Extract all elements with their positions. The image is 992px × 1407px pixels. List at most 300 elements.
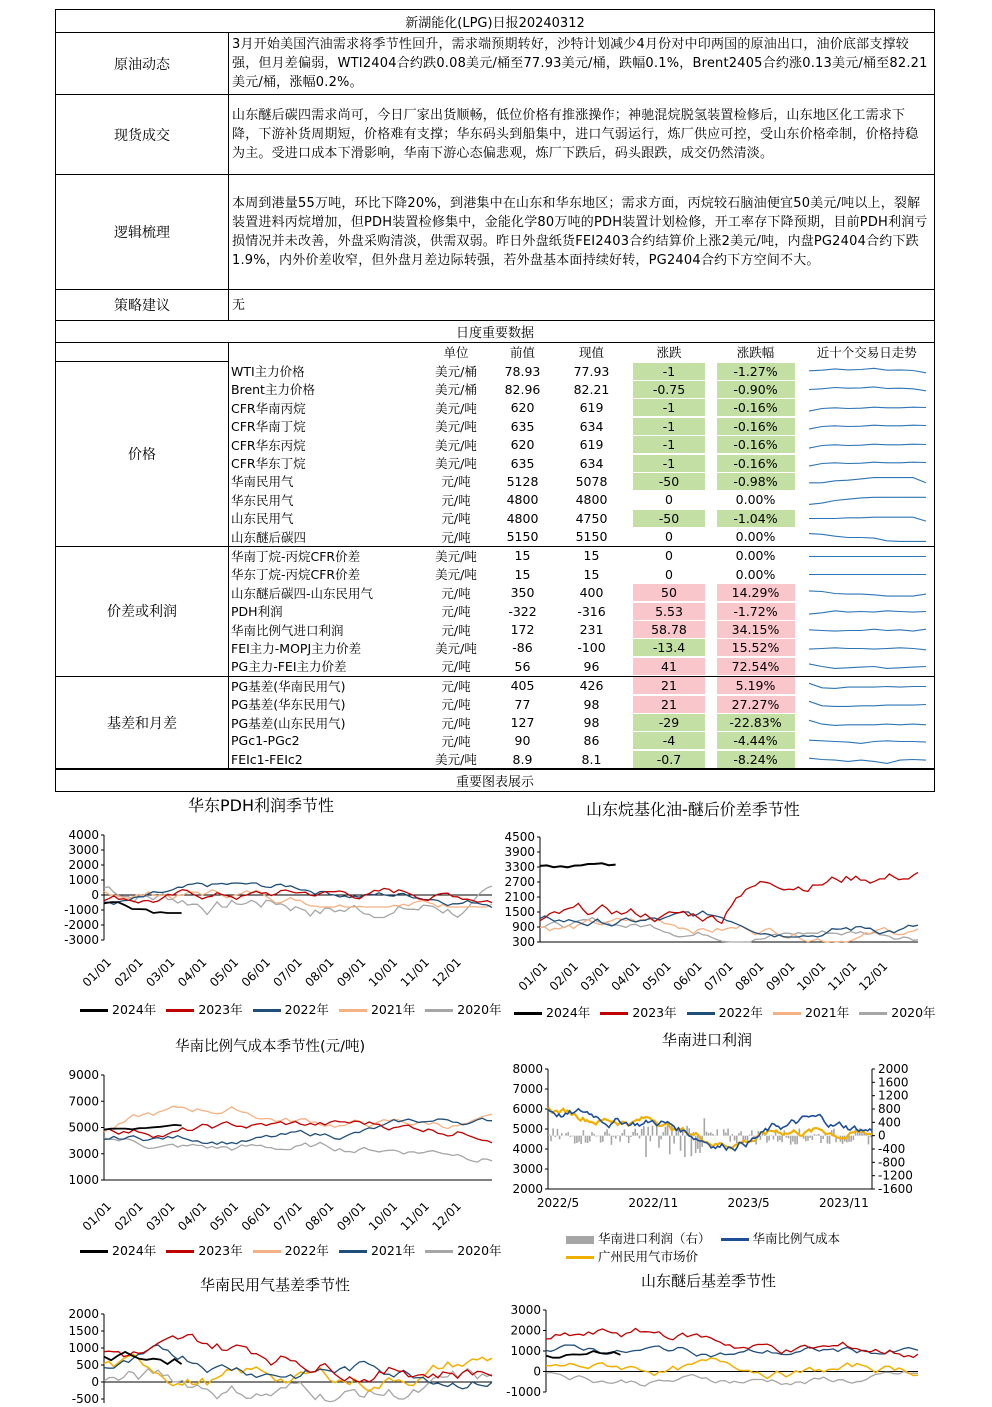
profit-bar bbox=[647, 1127, 649, 1136]
x-tick-label: 05/01 bbox=[640, 959, 674, 993]
row-unit: 美元/吨 bbox=[424, 417, 489, 435]
row-change: -50 bbox=[633, 510, 705, 527]
row-change: -1 bbox=[633, 436, 705, 453]
profit-bar bbox=[868, 1136, 870, 1145]
profit-bar bbox=[794, 1136, 796, 1145]
sparkline-path bbox=[809, 444, 926, 448]
profit-bar bbox=[600, 1136, 602, 1143]
x-tick-label: 02/01 bbox=[112, 1199, 146, 1233]
sparkline-path bbox=[809, 591, 926, 596]
profit-bar bbox=[570, 1136, 572, 1137]
row-change: 0 bbox=[633, 528, 705, 545]
x-tick-label: 01/01 bbox=[80, 955, 114, 989]
series-line bbox=[540, 872, 918, 923]
x-tick-label: 06/01 bbox=[239, 955, 273, 989]
series-line bbox=[104, 1138, 492, 1163]
header-prev: 前值 bbox=[489, 343, 557, 362]
row-prev: 56 bbox=[489, 657, 557, 676]
profit-bar bbox=[792, 1136, 794, 1142]
x-tick-label: 07/01 bbox=[271, 955, 305, 989]
row-pct-change: 15.52% bbox=[717, 639, 795, 656]
y2-tick-label: 2000 bbox=[878, 1062, 909, 1076]
profit-bar bbox=[807, 1136, 809, 1141]
x-tick-label: 12/01 bbox=[430, 955, 464, 989]
profit-bar bbox=[608, 1134, 610, 1136]
x-tick-label: 2023/11 bbox=[819, 1196, 869, 1210]
profit-bar bbox=[626, 1136, 628, 1137]
profit-bar bbox=[658, 1136, 660, 1148]
profit-bar bbox=[615, 1136, 617, 1139]
row-change: 50 bbox=[633, 584, 705, 601]
row-prev: 82.96 bbox=[489, 380, 557, 398]
legend-label: 2024年 bbox=[112, 1002, 156, 1017]
y-tick-label: 3000 bbox=[510, 1303, 541, 1317]
profit-bar bbox=[572, 1136, 574, 1137]
header-trend: 近十个交易日走势 bbox=[800, 343, 935, 362]
x-tick-label: 02/01 bbox=[112, 955, 146, 989]
row-pct-change: -0.98% bbox=[717, 473, 795, 490]
row-unit: 美元/吨 bbox=[424, 639, 489, 657]
row-unit: 美元/吨 bbox=[424, 399, 489, 417]
section-text-strategy: 无 bbox=[229, 290, 935, 321]
profit-bar bbox=[652, 1126, 654, 1136]
row-change: 0 bbox=[633, 566, 705, 583]
chart-alkylate-spread bbox=[496, 785, 992, 1025]
trend-sparkline bbox=[805, 715, 929, 731]
row-prev: 127 bbox=[489, 713, 557, 731]
row-pct-change: 34.15% bbox=[717, 621, 795, 638]
profit-bar bbox=[796, 1136, 798, 1145]
profit-bar bbox=[684, 1136, 686, 1157]
profit-bar bbox=[850, 1136, 852, 1142]
profit-bar bbox=[574, 1136, 576, 1144]
sparkline-path bbox=[809, 533, 926, 541]
chart-svg bbox=[496, 785, 992, 1025]
profit-bar bbox=[548, 1134, 550, 1136]
section-text-spot: 山东醚后碳四需求尚可，今日厂家出货顺畅，低位价格有推涨操作；神驰混烷脱氢装置检修后，山东地区化工需求下降，下游补货周期短，价格难有支撑；华东码头到船集中，进口气弱运行，炼厂供应可控，受山东价格牵制，价格持稳为主。受进口成本下滑影响，华南下游心态偏悲观，炼厂下跌后，码头跟跌，成交仍然清淡。 bbox=[229, 95, 935, 175]
series-line bbox=[540, 863, 616, 867]
profit-bar bbox=[729, 1136, 731, 1142]
x-tick-label: 11/01 bbox=[825, 959, 859, 993]
charts-section-title: 重要图表展示 bbox=[56, 770, 935, 792]
profit-bar bbox=[578, 1136, 580, 1142]
x-tick-label: 01/01 bbox=[80, 1199, 114, 1233]
x-tick-label: 02/01 bbox=[547, 959, 581, 993]
row-unit: 元/吨 bbox=[424, 472, 489, 490]
row-pct-change: 0.00% bbox=[717, 547, 795, 564]
legend-swatch bbox=[514, 1012, 542, 1015]
row-name: 山东醚后碳四-山东民用气 bbox=[229, 584, 424, 602]
row-name: PG主力-FEI主力价差 bbox=[229, 657, 424, 676]
row-pct-change: -1.27% bbox=[717, 363, 795, 380]
legend-swatch bbox=[721, 1238, 749, 1241]
chart-sd-basis bbox=[496, 1270, 992, 1403]
sparkline-path bbox=[809, 478, 926, 483]
sparkline-path bbox=[809, 648, 926, 650]
row-prev: 5150 bbox=[489, 527, 557, 546]
series-line bbox=[548, 1108, 872, 1149]
profit-bar bbox=[710, 1132, 712, 1135]
x-tick-label: 10/01 bbox=[794, 959, 828, 993]
row-curr: 231 bbox=[557, 620, 627, 638]
row-curr: 15 bbox=[557, 546, 627, 565]
y-tick-label: 3000 bbox=[68, 1147, 99, 1161]
legend-swatch bbox=[687, 1012, 715, 1015]
profit-bar bbox=[740, 1131, 742, 1135]
y-tick-label: 4000 bbox=[512, 1142, 543, 1156]
section-text-logic: 本周到港量55万吨，环比下降20%，到港集中在山东和华东地区；需求方面，丙烷较石脑油便宜50美元/吨以上，裂解装置进料丙烷增加，但PDH装置检修集中，金能化学80万吨的PDH装置计划检修，开工率存下降预期，目前PDH利润亏损情况并未改善，外盘采购清淡，供需双弱。昨日外盘纸货FEI2403合约结算价上涨2美元/吨，内盘PG2404合约下跌1.9%，内外价差收窄，但外盘月差边际转强，若外盘基本面持续好转，PG2404合约下方空间不大。 bbox=[229, 175, 935, 290]
series-line bbox=[104, 1106, 492, 1132]
profit-bar bbox=[706, 1132, 708, 1136]
profit-bar bbox=[736, 1136, 738, 1143]
legend-label: 2022年 bbox=[285, 1243, 329, 1258]
profit-bar bbox=[598, 1136, 600, 1137]
x-tick-label: 10/01 bbox=[366, 1199, 400, 1233]
profit-bar bbox=[557, 1129, 559, 1136]
profit-bar bbox=[766, 1136, 768, 1143]
row-prev: 620 bbox=[489, 399, 557, 417]
profit-bar bbox=[589, 1136, 591, 1142]
row-change: -0.75 bbox=[633, 381, 705, 398]
y-tick-label: 1000 bbox=[68, 1173, 99, 1187]
x-tick-label: 04/01 bbox=[609, 959, 643, 993]
row-prev: 405 bbox=[489, 676, 557, 695]
profit-bar bbox=[870, 1136, 872, 1137]
y-tick-label: -2000 bbox=[64, 918, 99, 932]
row-curr: 82.21 bbox=[557, 380, 627, 398]
row-change: -1 bbox=[633, 455, 705, 472]
profit-bar bbox=[788, 1136, 790, 1139]
legend-item bbox=[566, 1247, 698, 1265]
legend-swatch bbox=[339, 1009, 367, 1012]
profit-bar bbox=[591, 1132, 593, 1136]
row-pct-change: -8.24% bbox=[717, 751, 795, 768]
profit-bar bbox=[565, 1133, 567, 1135]
row-unit: 美元/吨 bbox=[424, 565, 489, 583]
y-tick-label: 0 bbox=[533, 1365, 541, 1379]
section-label-strategy: 策略建议 bbox=[56, 290, 229, 321]
profit-bar bbox=[809, 1136, 811, 1138]
row-change: -50 bbox=[633, 473, 705, 490]
legend-label: 2021年 bbox=[371, 1243, 415, 1258]
row-unit: 元/吨 bbox=[424, 584, 489, 602]
profit-bar bbox=[827, 1136, 829, 1144]
chart-title: 山东醚后基差季节性 bbox=[641, 1270, 776, 1291]
row-curr: 619 bbox=[557, 435, 627, 453]
row-unit: 元/吨 bbox=[424, 527, 489, 546]
profit-bar bbox=[820, 1136, 822, 1143]
x-tick-label: 01/01 bbox=[516, 959, 550, 993]
legend-swatch bbox=[859, 1012, 887, 1015]
profit-bar bbox=[639, 1136, 641, 1139]
profit-bar bbox=[583, 1130, 585, 1136]
chart-sc-ratio-cost bbox=[0, 1025, 496, 1265]
daily-data-table bbox=[55, 343, 935, 769]
profit-bar bbox=[822, 1136, 824, 1139]
row-unit: 元/吨 bbox=[424, 602, 489, 620]
legend-swatch bbox=[253, 1250, 281, 1253]
profit-bar bbox=[814, 1134, 816, 1135]
chart-legend bbox=[80, 1241, 512, 1259]
row-name: 华南丁烷-丙烷CFR价差 bbox=[229, 546, 424, 565]
row-name: PGc1-PGc2 bbox=[229, 732, 424, 750]
row-change: -13.4 bbox=[633, 639, 705, 656]
y-tick-label: 1000 bbox=[510, 1344, 541, 1358]
chart-title: 华东PDH利润季节性 bbox=[188, 793, 334, 816]
profit-bar bbox=[552, 1128, 554, 1135]
y2-tick-label: 800 bbox=[878, 1102, 901, 1116]
daily-data-title: 日度重要数据 bbox=[56, 321, 935, 343]
y-tick-label: 5000 bbox=[512, 1122, 543, 1136]
legend-label: 2021年 bbox=[805, 1005, 849, 1020]
x-tick-label: 04/01 bbox=[175, 955, 209, 989]
profit-bar bbox=[712, 1134, 714, 1136]
legend-item bbox=[566, 1229, 711, 1247]
y-tick-label: 1500 bbox=[68, 1324, 99, 1338]
profit-bar bbox=[604, 1132, 606, 1136]
row-pct-change: 5.19% bbox=[717, 677, 795, 694]
y-tick-label: 7000 bbox=[68, 1094, 99, 1108]
row-unit: 元/吨 bbox=[424, 695, 489, 713]
profit-bar bbox=[665, 1127, 667, 1136]
row-prev: 350 bbox=[489, 584, 557, 602]
row-change: -4 bbox=[633, 732, 705, 749]
profit-bar bbox=[790, 1136, 792, 1145]
y2-tick-label: 1600 bbox=[878, 1075, 909, 1089]
legend-item bbox=[166, 1241, 242, 1259]
trend-sparkline bbox=[805, 418, 929, 434]
x-tick-label: 09/01 bbox=[334, 1199, 368, 1233]
row-name: CFR华南丙烷 bbox=[229, 399, 424, 417]
sparkline-path bbox=[809, 425, 926, 429]
profit-bar bbox=[630, 1136, 632, 1137]
y-tick-label: 8000 bbox=[512, 1062, 543, 1076]
legend-label: 2024年 bbox=[546, 1005, 590, 1020]
row-curr: 4800 bbox=[557, 491, 627, 509]
legend-swatch bbox=[425, 1250, 453, 1253]
chart-sc-basis bbox=[0, 1270, 496, 1403]
profit-bar bbox=[643, 1126, 645, 1136]
legend-label: 2020年 bbox=[457, 1243, 501, 1258]
legend-label: 华南比例气成本 bbox=[753, 1231, 841, 1246]
profit-bar bbox=[786, 1136, 788, 1138]
trend-sparkline bbox=[805, 437, 929, 453]
legend-label: 2022年 bbox=[719, 1005, 763, 1020]
sparkline-path bbox=[809, 701, 926, 706]
legend-item bbox=[80, 1241, 156, 1259]
x-tick-label: 08/01 bbox=[302, 1199, 336, 1233]
legend-label: 广州民用气市场价 bbox=[598, 1249, 698, 1264]
legend-label: 2023年 bbox=[198, 1002, 242, 1017]
profit-bar bbox=[805, 1136, 807, 1142]
daily-header-row bbox=[56, 343, 935, 362]
trend-sparkline bbox=[805, 381, 929, 397]
y-tick-label: 4500 bbox=[504, 830, 535, 844]
row-prev: 15 bbox=[489, 546, 557, 565]
x-tick-label: 10/01 bbox=[366, 955, 400, 989]
profit-bar bbox=[580, 1136, 582, 1144]
profit-bar bbox=[632, 1132, 634, 1136]
legend-label: 2021年 bbox=[371, 1002, 415, 1017]
group-label: 价差或利润 bbox=[56, 546, 229, 676]
row-curr: 4750 bbox=[557, 509, 627, 527]
x-tick-label: 08/01 bbox=[732, 959, 766, 993]
header-unit: 单位 bbox=[424, 343, 489, 362]
y-tick-label: 1000 bbox=[68, 1341, 99, 1355]
profit-bar bbox=[816, 1135, 818, 1136]
row-prev: -86 bbox=[489, 639, 557, 657]
profit-bar bbox=[621, 1133, 623, 1136]
row-change: -29 bbox=[633, 714, 705, 731]
row-name: 华东丁烷-丙烷CFR价差 bbox=[229, 565, 424, 583]
row-unit: 美元/桶 bbox=[424, 380, 489, 398]
y2-tick-label: -1200 bbox=[878, 1169, 913, 1183]
row-unit: 美元/吨 bbox=[424, 546, 489, 565]
chart-pdh-profit bbox=[0, 785, 496, 1025]
y-tick-label: 6000 bbox=[512, 1102, 543, 1116]
row-prev: 4800 bbox=[489, 509, 557, 527]
x-tick-label: 05/01 bbox=[207, 1199, 241, 1233]
section-text-crude: 3月开始美国汽油需求将季节性回升，需求端预期转好，沙特计划减少4月份对中印两国的原油出口，油价底部支撑较强，但月差偏弱，WTI2404合约跌0.08美元/桶至77.93美元/桶，跌幅0.1%，Brent2405合约涨0.13美元/桶至82.21美元/桶，涨幅0.2%。 bbox=[229, 33, 935, 95]
row-name: WTI主力价格 bbox=[229, 362, 424, 380]
row-prev: 620 bbox=[489, 435, 557, 453]
report-header-table bbox=[55, 9, 935, 343]
profit-bar bbox=[634, 1129, 636, 1136]
sparkline-path bbox=[809, 368, 926, 373]
profit-bar bbox=[773, 1136, 775, 1140]
chart-legend bbox=[566, 1229, 850, 1265]
chart-title: 华南进口利润 bbox=[662, 1029, 752, 1050]
sparkline-path bbox=[809, 758, 926, 763]
chart-title: 华南民用气基差季节性 bbox=[200, 1274, 350, 1295]
profit-bar bbox=[596, 1136, 598, 1137]
profit-bar bbox=[660, 1136, 662, 1140]
legend-item bbox=[425, 1000, 501, 1018]
chart-legend bbox=[514, 1003, 946, 1021]
profit-bar bbox=[559, 1136, 561, 1140]
legend-swatch bbox=[566, 1256, 594, 1259]
sparkline-path bbox=[809, 387, 926, 391]
row-name: PDH利润 bbox=[229, 602, 424, 620]
x-tick-label: 03/01 bbox=[143, 1199, 177, 1233]
legend-swatch bbox=[253, 1009, 281, 1012]
row-curr: 400 bbox=[557, 584, 627, 602]
row-unit: 美元/吨 bbox=[424, 750, 489, 769]
profit-bar bbox=[779, 1136, 781, 1140]
chart-legend bbox=[80, 1000, 512, 1018]
legend-swatch bbox=[166, 1250, 194, 1253]
sparkline-path bbox=[809, 720, 926, 725]
profit-bar bbox=[641, 1129, 643, 1136]
sparkline-path bbox=[809, 497, 926, 504]
y-tick-label: -500 bbox=[72, 1392, 99, 1403]
profit-bar bbox=[662, 1132, 664, 1136]
row-change: -1 bbox=[633, 399, 705, 416]
row-name: Brent主力价格 bbox=[229, 380, 424, 398]
row-unit: 元/吨 bbox=[424, 509, 489, 527]
profit-bar bbox=[628, 1136, 630, 1143]
row-pct-change: -1.04% bbox=[717, 510, 795, 527]
profit-bar bbox=[554, 1136, 556, 1137]
row-curr: 96 bbox=[557, 657, 627, 676]
y2-tick-label: -400 bbox=[878, 1142, 905, 1156]
y-tick-label: -1000 bbox=[64, 903, 99, 917]
row-curr: 98 bbox=[557, 713, 627, 731]
legend-swatch bbox=[80, 1250, 108, 1253]
daily-row bbox=[56, 676, 935, 695]
trend-sparkline bbox=[805, 678, 929, 694]
row-change: 21 bbox=[633, 677, 705, 694]
row-name: PG基差(华南民用气) bbox=[229, 676, 424, 695]
legend-item bbox=[339, 1241, 415, 1259]
x-tick-label: 07/01 bbox=[701, 959, 735, 993]
y-tick-label: 2000 bbox=[68, 858, 99, 872]
row-curr: 86 bbox=[557, 732, 627, 750]
row-prev: 8.9 bbox=[489, 750, 557, 769]
sparkline-path bbox=[809, 740, 926, 743]
profit-bar bbox=[675, 1132, 677, 1135]
profit-bar bbox=[619, 1136, 621, 1142]
row-pct-change: 27.27% bbox=[717, 696, 795, 713]
row-curr: 5150 bbox=[557, 527, 627, 546]
chart-title: 华南比例气成本季节性(元/吨) bbox=[175, 1035, 365, 1056]
trend-sparkline bbox=[805, 473, 929, 489]
legend-swatch bbox=[166, 1009, 194, 1012]
profit-bar bbox=[593, 1134, 595, 1136]
section-label-spot: 现货成交 bbox=[56, 95, 229, 175]
profit-bar bbox=[727, 1129, 729, 1136]
row-pct-change: -0.16% bbox=[717, 436, 795, 453]
row-change: 41 bbox=[633, 658, 705, 675]
x-tick-label: 06/01 bbox=[670, 959, 704, 993]
legend-label: 华南进口利润（右） bbox=[598, 1231, 711, 1246]
row-pct-change: 0.00% bbox=[717, 528, 795, 545]
row-change: -1 bbox=[633, 418, 705, 435]
sparkline-path bbox=[809, 611, 926, 614]
x-tick-label: 09/01 bbox=[334, 955, 368, 989]
y-tick-label: 2000 bbox=[512, 1182, 543, 1196]
x-tick-label: 12/01 bbox=[856, 959, 890, 993]
row-prev: 90 bbox=[489, 732, 557, 750]
chart-sc-import-profit bbox=[496, 1025, 992, 1270]
x-tick-label: 11/01 bbox=[398, 1199, 432, 1233]
y-tick-label: 2000 bbox=[510, 1324, 541, 1338]
profit-bar bbox=[861, 1132, 863, 1135]
row-change: -1 bbox=[633, 363, 705, 380]
profit-bar bbox=[606, 1129, 608, 1135]
row-pct-change: -0.90% bbox=[717, 381, 795, 398]
row-unit: 美元/吨 bbox=[424, 454, 489, 472]
profit-bar bbox=[812, 1136, 814, 1140]
profit-bar bbox=[781, 1136, 783, 1143]
profit-bar bbox=[611, 1136, 613, 1145]
row-name: CFR华东丁烷 bbox=[229, 454, 424, 472]
daily-row bbox=[56, 546, 935, 565]
row-curr: 98 bbox=[557, 695, 627, 713]
row-pct-change: -1.72% bbox=[717, 603, 795, 620]
profit-bar bbox=[637, 1133, 639, 1136]
y2-tick-label: -800 bbox=[878, 1155, 905, 1169]
trend-sparkline bbox=[805, 529, 929, 545]
series-line bbox=[546, 1358, 918, 1378]
legend-item bbox=[425, 1241, 501, 1259]
profit-bar bbox=[708, 1133, 710, 1136]
row-name: 华南比例气进口利润 bbox=[229, 620, 424, 638]
y-tick-label: -1000 bbox=[506, 1385, 541, 1399]
row-change: 5.53 bbox=[633, 603, 705, 620]
y-tick-label: 1000 bbox=[68, 873, 99, 887]
row-prev: 4800 bbox=[489, 491, 557, 509]
